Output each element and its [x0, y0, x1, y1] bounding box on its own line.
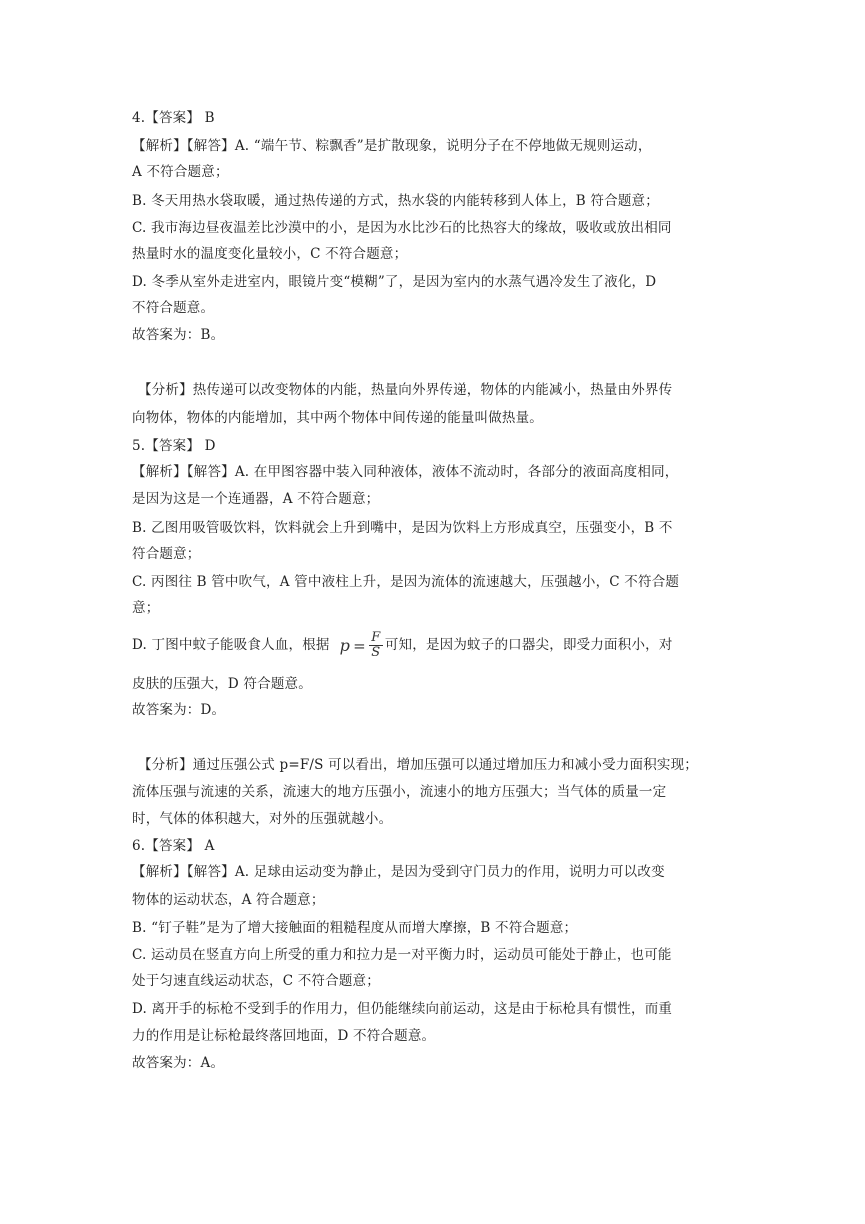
q4-explanation-line: D. 冬季从室外走进室内，眼镜片变“模糊”了，是因为室内的水蒸气遇冷发生了液化，D: [132, 274, 657, 290]
q5-analysis-line: 【分析】通过压强公式 p=F/S 可以看出，增加压强可以通过增加压力和减小受力面积实现；: [138, 757, 698, 773]
pressure-formula: [340, 632, 383, 659]
q5-explanation-text: 可知，是因为蚊子的口器尖，即受力面积小，对: [384, 637, 673, 653]
q5-final-answer: 故答案为：D。: [132, 702, 226, 718]
q6-explanation-line: 【解析】【解答】A. 足球由运动变为静止，是因为受到守门员力的作用，说明力可以改变: [132, 864, 665, 880]
q4-explanation-line: 热量时水的温度变化量较小，C 不符合题意；: [132, 246, 408, 262]
formula-denominator: S: [371, 645, 381, 660]
formula-equals: =: [353, 636, 366, 655]
q5-analysis-line: 流体压强与流速的关系，流速大的地方压强小，流速小的地方压强大；当气体的质量一定: [132, 784, 667, 800]
q5-explanation-line: 意；: [132, 600, 160, 616]
q4-analysis-line: 向物体，物体的内能增加，其中两个物体中间传递的能量叫做热量。: [132, 410, 543, 426]
q6-final-answer: 故答案为：A。: [132, 1055, 225, 1071]
q5-explanation-line-with-formula: [132, 632, 673, 659]
formula-fraction: [369, 632, 383, 659]
formula-p: p: [339, 635, 351, 655]
q6-explanation-line: B. “钉子鞋”是为了增大接触面的粗糙程度从而增大摩擦，B 不符合题意；: [132, 920, 578, 936]
q4-analysis-line: 【分析】热传递可以改变物体的内能，热量向外界传递，物体的内能减小，热量由外界传: [138, 382, 673, 398]
q6-explanation-line: 力的作用是让标枪最终落回地面，D 不符合题意。: [132, 1028, 436, 1044]
q4-explanation-line: 【解析】【解答】A. “端午节、粽飘香”是扩散现象，说明分子在不停地做无规则运动，: [132, 138, 652, 154]
q4-explanation-line: 不符合题意。: [132, 300, 215, 316]
q5-explanation-line: 皮肤的压强大，D 符合题意。: [132, 676, 312, 692]
formula-numerator: F: [371, 630, 381, 645]
q5-explanation-text: D. 丁图中蚊子能吸食人血，根据: [132, 637, 330, 653]
q5-explanation-line: 是因为这是一个连通器，A 不符合题意；: [132, 491, 380, 507]
q4-explanation-line: C. 我市海边昼夜温差比沙漠中的小，是因为水比沙石的比热容大的缘故，吸收或放出相同: [132, 220, 672, 236]
q4-answer: 4.【答案】 B: [132, 110, 215, 126]
q5-explanation-line: 符合题意；: [132, 546, 201, 562]
q4-explanation-line: A 不符合题意；: [132, 164, 229, 180]
q4-explanation-line: B. 冬天用热水袋取暖，通过热传递的方式，热水袋的内能转移到人体上，B 符合题意；: [132, 193, 659, 209]
q5-explanation-line: C. 丙图往 B 管中吹气，A 管中液柱上升，是因为流体的流速越大，压强越小，C 不符合题: [132, 574, 680, 590]
q5-explanation-line: 【解析】【解答】A. 在甲图容器中装入同种液体，液体不流动时，各部分的液面高度相同，: [132, 464, 679, 480]
q6-explanation-line: C. 运动员在竖直方向上所受的重力和拉力是一对平衡力时，运动员可能处于静止，也可能: [132, 947, 672, 963]
q6-explanation-line: D. 离开手的标枪不受到手的作用力，但仍能继续向前运动，这是由于标枪具有惯性，而重: [132, 1001, 673, 1017]
q6-explanation-line: 处于匀速直线运动状态，C 不符合题意；: [132, 973, 380, 989]
q6-explanation-line: 物体的运动状态，A 符合题意；: [132, 892, 325, 908]
q5-analysis-line: 时，气体的体积越大，对外的压强就越小。: [132, 811, 393, 827]
q5-explanation-line: B. 乙图用吸管吸饮料，饮料就会上升到嘴中，是因为饮料上方形成真空，压强变小，B 不: [132, 520, 673, 536]
q6-answer: 6.【答案】 A: [132, 838, 215, 854]
q4-final-answer: 故答案为：B。: [132, 327, 225, 343]
q5-answer: 5.【答案】 D: [132, 438, 216, 454]
